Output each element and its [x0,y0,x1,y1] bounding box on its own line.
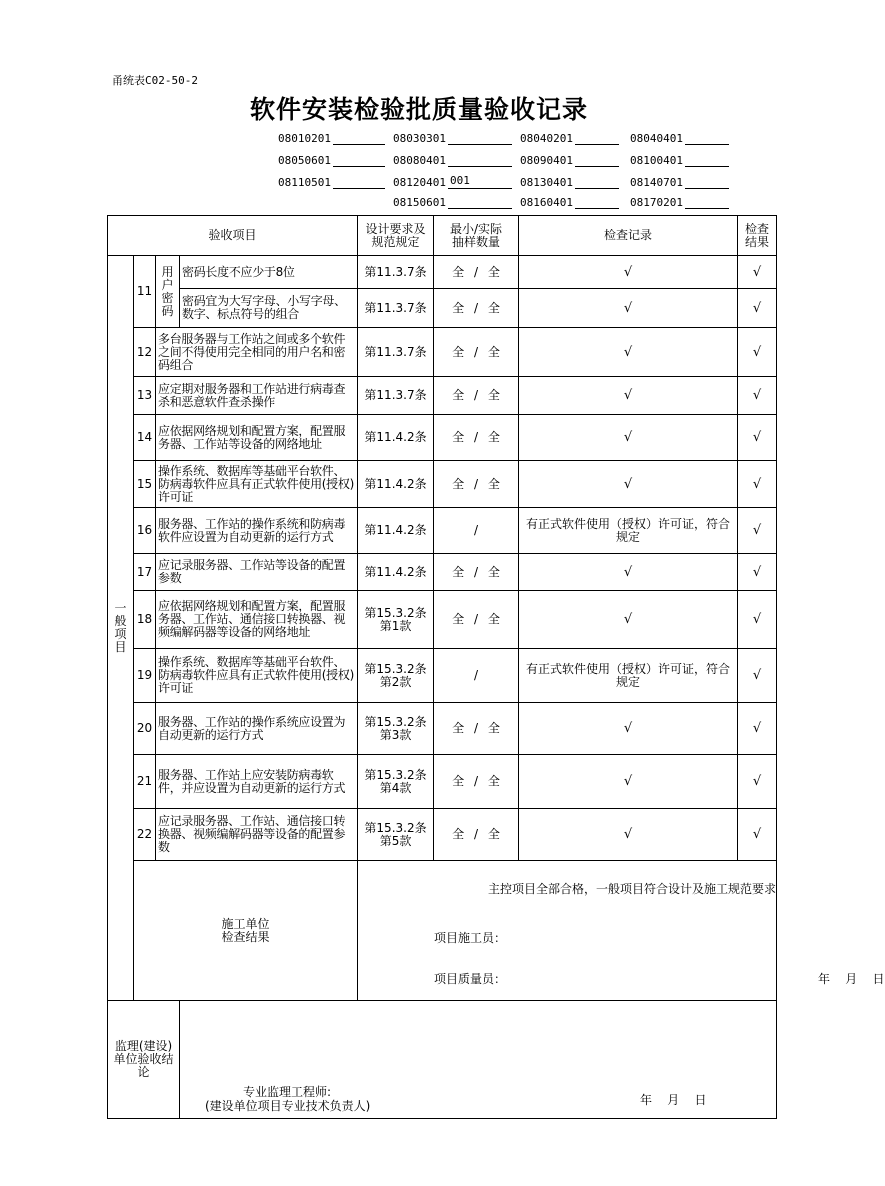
header-quantity: 最小/实际 抽样数量 [434,216,519,256]
batch-code[interactable]: 08040201 [520,130,619,145]
check-result[interactable]: √ [738,703,777,755]
check-record[interactable]: √ [519,256,738,289]
header-result: 检查 结果 [738,216,777,256]
requirement: 第11.3.7条 [358,328,434,377]
item-text: 应依据网络规划和配置方案，配置服务器、工作站、通信接口转换器、视频编解码器等设备的网络地址 [156,591,358,649]
batch-code[interactable]: 08090401 [520,152,619,167]
table-row [108,256,777,289]
check-record[interactable]: √ [519,377,738,415]
table-row [108,649,777,703]
sample-quantity[interactable]: 全 / 全 [434,591,519,649]
row-number: 16 [134,508,156,554]
requirement: 第15.3.2条第3款 [358,703,434,755]
general-items-label: 一般项目 [108,256,134,1001]
check-result[interactable]: √ [738,755,777,809]
sample-quantity[interactable]: 全 / 全 [434,415,519,461]
construction-conclusion: 主控项目全部合格，一般项目符合设计及施工规范要求 [488,882,777,896]
construction-date: 年 月 日 [818,972,885,986]
password-group-label: 用户密码 [156,256,180,328]
check-result[interactable]: √ [738,461,777,508]
inspection-table [107,215,885,1119]
batch-code[interactable]: 08140701 [630,174,729,189]
table-row [108,289,777,328]
sample-quantity[interactable]: 全 / 全 [434,256,519,289]
item-text: 密码长度不应少于8位 [180,256,358,289]
check-result[interactable]: √ [738,289,777,328]
check-record[interactable]: √ [519,461,738,508]
item-text: 服务器、工作站的操作系统应设置为自动更新的运行方式 [156,703,358,755]
form-number: 甬统表C02-50-2 [112,74,198,87]
sample-quantity[interactable]: 全 / 全 [434,809,519,861]
quality-inspector-label: 项目质量员： [434,972,507,986]
check-record[interactable]: √ [519,289,738,328]
check-record[interactable]: √ [519,328,738,377]
check-result[interactable]: √ [738,508,777,554]
batch-code[interactable]: 08160401 [520,194,619,209]
row-number: 14 [134,415,156,461]
table-row [108,328,777,377]
requirement: 第11.3.7条 [358,289,434,328]
check-record[interactable]: √ [519,703,738,755]
requirement: 第11.4.2条 [358,554,434,591]
supervision-result-cell[interactable] [180,1001,777,1119]
item-text: 服务器、工作站上应安装防病毒软件，并应设置为自动更新的运行方式 [156,755,358,809]
check-result[interactable]: √ [738,377,777,415]
batch-code[interactable]: 08040401 [630,130,729,145]
supervision-date: 年 月 日 [640,1093,707,1107]
table-row [108,415,777,461]
batch-code[interactable]: 08120401 001 [393,174,512,189]
requirement: 第11.3.7条 [358,377,434,415]
check-record[interactable]: 有正式软件使用（授权）许可证，符合规定 [519,649,738,703]
construction-result-cell[interactable] [358,861,885,1001]
supervision-label: 监理(建设) 单位验收结论 [108,1001,180,1119]
row-number: 17 [134,554,156,591]
batch-code[interactable]: 08100401 [630,152,729,167]
page-title: 软件安装检验批质量验收记录 [249,95,588,124]
check-record[interactable]: √ [519,554,738,591]
check-record[interactable]: √ [519,591,738,649]
table-row [108,809,777,861]
batch-code[interactable]: 08030301 [393,130,512,145]
sample-quantity[interactable]: 全 / 全 [434,377,519,415]
check-record[interactable]: √ [519,415,738,461]
table-row [108,377,777,415]
header-requirement: 设计要求及 规范规定 [358,216,434,256]
check-result[interactable]: √ [738,649,777,703]
row-number: 11 [134,256,156,328]
row-number: 19 [134,649,156,703]
check-result[interactable]: √ [738,415,777,461]
check-record[interactable]: 有正式软件使用（授权）许可证，符合规定 [519,508,738,554]
item-text: 应定期对服务器和工作站进行病毒查杀和恶意软件查杀操作 [156,377,358,415]
table-header-row [108,216,777,256]
sample-quantity[interactable]: 全 / 全 [434,703,519,755]
item-text: 密码宜为大写字母、小写字母、数字、标点符号的组合 [180,289,358,328]
sample-quantity[interactable]: 全 / 全 [434,554,519,591]
check-result[interactable]: √ [738,554,777,591]
check-result[interactable]: √ [738,591,777,649]
check-result[interactable]: √ [738,328,777,377]
batch-code[interactable]: 08010201 [278,130,385,145]
requirement: 第15.3.2条第2款 [358,649,434,703]
table-row [108,755,777,809]
requirement: 第11.3.7条 [358,256,434,289]
item-text: 应记录服务器、工作站等设备的配置参数 [156,554,358,591]
sample-quantity[interactable]: 全 / 全 [434,461,519,508]
batch-code[interactable]: 08150601 [393,194,512,209]
batch-code[interactable]: 08130401 [520,174,619,189]
check-record[interactable]: √ [519,755,738,809]
check-result[interactable]: √ [738,809,777,861]
check-result[interactable]: √ [738,256,777,289]
requirement: 第15.3.2条第1款 [358,591,434,649]
row-number: 20 [134,703,156,755]
requirement: 第15.3.2条第5款 [358,809,434,861]
requirement: 第15.3.2条第4款 [358,755,434,809]
requirement: 第11.4.2条 [358,415,434,461]
sample-quantity[interactable]: 全 / 全 [434,289,519,328]
batch-code[interactable]: 08110501 [278,174,385,189]
row-number: 18 [134,591,156,649]
table-row [108,461,777,508]
row-number: 13 [134,377,156,415]
row-number: 21 [134,755,156,809]
batch-code[interactable]: 08080401 [393,152,512,167]
table-row [108,703,777,755]
supervision-engineer-label: 专业监理工程师: [243,1085,332,1099]
sample-quantity[interactable]: / [434,649,519,703]
table-row [108,508,777,554]
construction-section [108,861,777,1001]
item-text: 操作系统、数据库等基础平台软件、防病毒软件应具有正式软件使用(授权)许可证 [156,461,358,508]
header-record: 检查记录 [519,216,738,256]
row-number: 22 [134,809,156,861]
batch-code[interactable]: 08050601 [278,152,385,167]
requirement: 第11.4.2条 [358,461,434,508]
row-number: 12 [134,328,156,377]
item-text: 操作系统、数据库等基础平台软件、防病毒软件应具有正式软件使用(授权)许可证 [156,649,358,703]
construction-label: 施工单位 检查结果 [134,861,358,1001]
construction-worker-label: 项目施工员： [434,931,507,945]
sample-quantity[interactable]: / [434,508,519,554]
table-row [108,591,777,649]
header-item: 验收项目 [108,216,358,256]
item-text: 应依据网络规划和配置方案，配置服务器、工作站等设备的网络地址 [156,415,358,461]
requirement: 第11.4.2条 [358,508,434,554]
item-text: 多台服务器与工作站之间或多个软件之间不得使用完全相同的用户名和密码组合 [156,328,358,377]
sample-quantity[interactable]: 全 / 全 [434,328,519,377]
batch-code[interactable]: 08170201 [630,194,729,209]
table-row [108,554,777,591]
check-record[interactable]: √ [519,809,738,861]
row-number: 15 [134,461,156,508]
owner-representative-label: (建设单位项目专业技术负责人) [205,1099,371,1113]
supervision-section [108,1001,777,1119]
sample-quantity[interactable]: 全 / 全 [434,755,519,809]
item-text: 服务器、工作站的操作系统和防病毒软件应设置为自动更新的运行方式 [156,508,358,554]
item-text: 应记录服务器、工作站、通信接口转换器、视频编解码器等设备的配置参数 [156,809,358,861]
